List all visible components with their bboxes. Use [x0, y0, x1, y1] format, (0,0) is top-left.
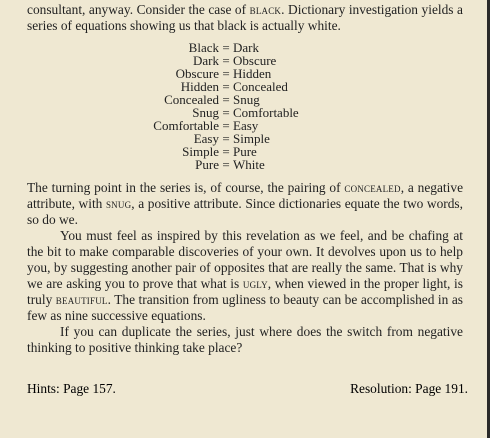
equation-left: Concealed: [164, 92, 219, 107]
equation-left: Snug: [192, 105, 219, 120]
equation-right: Easy: [233, 118, 259, 133]
equals-sign: =: [222, 118, 230, 133]
equation-right: Simple: [233, 131, 270, 146]
intro-paragraph: [27, 2, 463, 34]
page-footer: [27, 381, 468, 397]
turning-text-1: The turning point in the series is, of course, the pairing of: [27, 180, 345, 195]
equation-row: [27, 158, 463, 171]
equals-sign: =: [222, 79, 230, 94]
equation-right: Pure: [233, 144, 257, 159]
equation-left: Hidden: [180, 79, 219, 94]
equation-right: Obscure: [233, 53, 277, 68]
equals-sign: =: [222, 66, 230, 81]
intro-text-1: consultant, anyway. Consider the case of: [27, 2, 250, 17]
intro-term-black: black: [249, 2, 282, 17]
equals-sign: =: [222, 92, 230, 107]
resolution-reference: Resolution: Page 191.: [350, 381, 468, 396]
challenge-text-1: You must feel as inspired by this revelation as we feel, and be chafing at the bit to make comparable discoveries of your own. It devolves upon us to help you, by suggesting another pair of opposites that are really the same. That is why we are asking you to prove that what is: [27, 228, 463, 291]
equation-left: Dark: [193, 53, 219, 68]
equation-right: Comfortable: [233, 105, 299, 120]
turning-text-2: , a negative attribute, with: [27, 180, 464, 211]
turning-point-paragraph: [27, 180, 463, 228]
turning-text-3: , a positive attribute. Since dictionaries equate the two words, so do we.: [27, 196, 463, 227]
intro-text-2: . Dictionary investigation yields a series of equations showing us that black is actually white.: [27, 2, 463, 33]
equation-left: Obscure: [175, 66, 219, 81]
challenge-paragraph: [27, 228, 463, 324]
equation-right: White: [233, 157, 265, 172]
challenge-term-ugly: ugly: [242, 276, 268, 291]
challenge-text-2: , when viewed in the proper light, is truly: [27, 276, 463, 307]
equals-sign: =: [222, 53, 230, 68]
equals-sign: =: [222, 105, 230, 120]
question-paragraph: If you can duplicate the series, just where does the switch from negative thinking to positive thinking take place?: [27, 324, 463, 355]
equation-right: Hidden: [233, 66, 272, 81]
challenge-term-beautiful: beautiful: [55, 292, 108, 307]
challenge-text-3: . The transition from ugliness to beauty can be accomplished in as few as nine successive equations.: [27, 292, 463, 323]
equation-left: Pure: [195, 157, 219, 172]
equation-left: Black: [188, 40, 219, 55]
equals-sign: =: [222, 144, 230, 159]
equation-list: [27, 41, 463, 171]
equals-sign: =: [222, 157, 230, 172]
equation-right: Dark: [233, 40, 259, 55]
equation-right: Snug: [233, 92, 260, 107]
equals-sign: =: [222, 40, 230, 55]
turning-term-snug: snug: [105, 196, 132, 211]
turning-term-concealed: concealed: [344, 180, 401, 195]
equation-left: Comfortable: [153, 118, 219, 133]
equation-left: Easy: [193, 131, 219, 146]
equals-sign: =: [222, 131, 230, 146]
equation-right: Concealed: [233, 79, 288, 94]
equation-left: Simple: [182, 144, 219, 159]
hints-reference: Hints: Page 157.: [27, 381, 116, 396]
